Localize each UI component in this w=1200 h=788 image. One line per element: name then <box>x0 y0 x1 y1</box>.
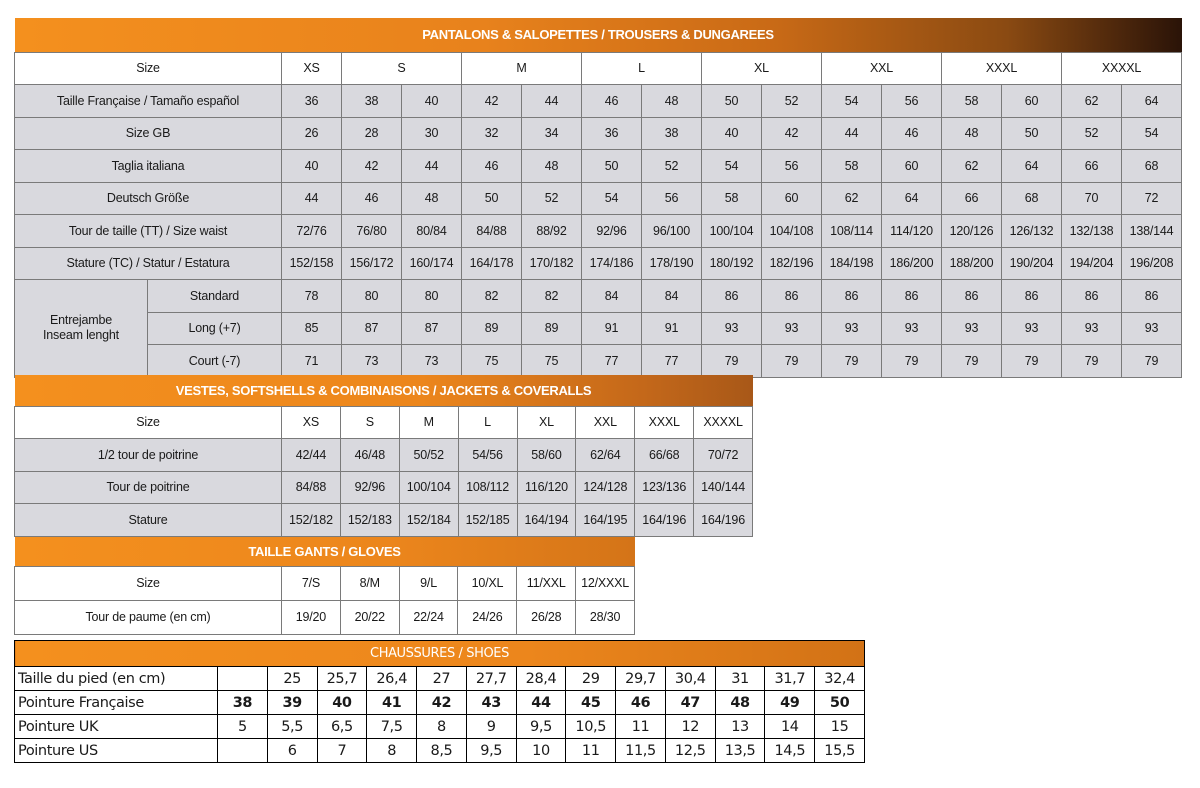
table-cell: 86 <box>1062 280 1122 313</box>
table-cell: 46/48 <box>340 439 399 472</box>
table-row <box>15 471 753 504</box>
table-cell: 10 <box>516 739 566 763</box>
table-cell: 84 <box>642 280 702 313</box>
table-cell: 12 <box>665 715 715 739</box>
table-cell: 42/44 <box>282 439 341 472</box>
row-label: Stature <box>15 504 282 537</box>
table-cell: 64 <box>882 182 942 215</box>
size-cell: XXXL <box>635 406 694 439</box>
size-cell: XXXXL <box>1062 52 1182 85</box>
size-cell: S <box>340 406 399 439</box>
table-cell: 6 <box>267 739 317 763</box>
table-row <box>15 345 1182 378</box>
table-cell: 32 <box>462 117 522 150</box>
row-label: Tour de paume (en cm) <box>15 600 282 634</box>
table-cell: 38 <box>218 691 268 715</box>
table-cell: 80 <box>402 280 462 313</box>
table-cell: 188/200 <box>942 247 1002 280</box>
table-cell: 79 <box>882 345 942 378</box>
table-cell: 92/96 <box>582 215 642 248</box>
size-cell: 11/XXL <box>517 566 576 600</box>
table-cell: 47 <box>665 691 715 715</box>
table-cell: 43 <box>466 691 516 715</box>
table-cell: 164/194 <box>517 504 576 537</box>
shoes-header-row <box>15 641 865 667</box>
table-cell: 62/64 <box>576 439 635 472</box>
table-cell: 12,5 <box>665 739 715 763</box>
row-label: Size <box>15 406 282 439</box>
table-cell: 9,5 <box>466 739 516 763</box>
table-cell: 31,7 <box>765 667 815 691</box>
table-cell: 93 <box>942 312 1002 345</box>
table-cell: 54 <box>582 182 642 215</box>
table-cell: 100/104 <box>399 471 458 504</box>
table-cell: 100/104 <box>702 215 762 248</box>
table-cell: 20/22 <box>340 600 399 634</box>
row-label: Size GB <box>15 117 282 150</box>
table-cell: 73 <box>342 345 402 378</box>
table-cell: 190/204 <box>1002 247 1062 280</box>
row-label: Taglia italiana <box>15 150 282 183</box>
size-cell: XS <box>282 52 342 85</box>
table-cell: 82 <box>462 280 522 313</box>
table-cell: 28/30 <box>576 600 635 634</box>
table-cell: 93 <box>762 312 822 345</box>
table-cell: 71 <box>282 345 342 378</box>
table-cell: 5 <box>218 715 268 739</box>
table-cell: 152/158 <box>282 247 342 280</box>
table-cell: 50 <box>582 150 642 183</box>
table-cell: 108/112 <box>458 471 517 504</box>
table-cell: 79 <box>1062 345 1122 378</box>
table-cell: 58 <box>822 150 882 183</box>
table-cell: 54 <box>1122 117 1182 150</box>
table-cell: 8 <box>417 715 467 739</box>
jackets-table <box>14 375 753 537</box>
table-cell: 124/128 <box>576 471 635 504</box>
table-cell: 108/114 <box>822 215 882 248</box>
size-cell: XXXL <box>942 52 1062 85</box>
table-cell: 87 <box>342 312 402 345</box>
table-cell: 66 <box>1062 150 1122 183</box>
table-cell: 86 <box>1122 280 1182 313</box>
table-cell: 36 <box>282 85 342 118</box>
table-cell: 164/195 <box>576 504 635 537</box>
table-cell: 25 <box>267 667 317 691</box>
table-cell: 14 <box>765 715 815 739</box>
size-cell: XXL <box>576 406 635 439</box>
table-cell: 9 <box>466 715 516 739</box>
table-cell: 54 <box>822 85 882 118</box>
table-cell: 66 <box>942 182 1002 215</box>
table-cell: 15,5 <box>815 739 865 763</box>
table-cell: 120/126 <box>942 215 1002 248</box>
table-cell: 79 <box>822 345 882 378</box>
table-cell: 50/52 <box>399 439 458 472</box>
table-cell: 75 <box>522 345 582 378</box>
table-row <box>15 312 1182 345</box>
table-cell: 93 <box>882 312 942 345</box>
table-row <box>15 280 1182 313</box>
table-cell: 50 <box>462 182 522 215</box>
table-cell: 93 <box>1002 312 1062 345</box>
table-cell: 152/182 <box>282 504 341 537</box>
table-cell: 75 <box>462 345 522 378</box>
table-row <box>15 504 753 537</box>
table-cell: 13 <box>715 715 765 739</box>
table-cell: 28 <box>342 117 402 150</box>
table-cell: 138/144 <box>1122 215 1182 248</box>
table-cell: 86 <box>762 280 822 313</box>
table-cell: 32,4 <box>815 667 865 691</box>
table-cell: 152/185 <box>458 504 517 537</box>
table-row <box>15 691 865 715</box>
trousers-size-row <box>15 52 1182 85</box>
table-cell: 164/196 <box>635 504 694 537</box>
table-cell: 49 <box>765 691 815 715</box>
row-label: Taille Française / Tamaño español <box>15 85 282 118</box>
table-cell: 152/184 <box>399 504 458 537</box>
table-cell: 8 <box>367 739 417 763</box>
table-cell: 8,5 <box>417 739 467 763</box>
row-label: Taille du pied (en cm) <box>15 667 218 691</box>
trousers-title: PANTALONS & SALOPETTES / TROUSERS & DUNGAREES <box>15 18 1182 52</box>
table-cell: 180/192 <box>702 247 762 280</box>
table-cell: 15 <box>815 715 865 739</box>
table-cell: 11 <box>566 739 616 763</box>
table-row <box>15 715 865 739</box>
table-row <box>15 85 1182 118</box>
table-cell: 76/80 <box>342 215 402 248</box>
table-cell: 52 <box>522 182 582 215</box>
table-cell: 11 <box>616 715 666 739</box>
table-cell: 44 <box>402 150 462 183</box>
table-cell: 126/132 <box>1002 215 1062 248</box>
table-cell: 70/72 <box>694 439 753 472</box>
table-cell: 56 <box>762 150 822 183</box>
table-cell: 186/200 <box>882 247 942 280</box>
table-cell: 50 <box>1002 117 1062 150</box>
row-label: 1/2 tour de poitrine <box>15 439 282 472</box>
table-cell: 52 <box>762 85 822 118</box>
table-cell: 79 <box>1122 345 1182 378</box>
table-row <box>15 667 865 691</box>
table-cell: 60 <box>762 182 822 215</box>
table-cell: 116/120 <box>517 471 576 504</box>
row-label: Deutsch Größe <box>15 182 282 215</box>
table-cell: 9,5 <box>516 715 566 739</box>
size-cell: XXXXL <box>694 406 753 439</box>
table-cell: 52 <box>1062 117 1122 150</box>
table-cell: 78 <box>282 280 342 313</box>
table-cell: 88/92 <box>522 215 582 248</box>
row-label: Size <box>15 566 282 600</box>
table-cell: 140/144 <box>694 471 753 504</box>
table-row <box>15 247 1182 280</box>
table-cell: 42 <box>417 691 467 715</box>
table-row <box>15 117 1182 150</box>
table-cell: 26,4 <box>367 667 417 691</box>
table-cell: 62 <box>1062 85 1122 118</box>
jackets-header-row <box>15 375 753 406</box>
table-cell: 46 <box>342 182 402 215</box>
size-cell: M <box>462 52 582 85</box>
table-cell: 86 <box>822 280 882 313</box>
table-cell: 86 <box>702 280 762 313</box>
size-cell: XL <box>702 52 822 85</box>
table-cell: 70 <box>1062 182 1122 215</box>
table-cell: 196/208 <box>1122 247 1182 280</box>
table-cell: 50 <box>702 85 762 118</box>
table-cell: 52 <box>642 150 702 183</box>
table-cell: 48 <box>402 182 462 215</box>
table-row <box>15 600 635 634</box>
row-label: Long (+7) <box>148 312 282 345</box>
table-cell: 86 <box>942 280 1002 313</box>
table-cell: 31 <box>715 667 765 691</box>
table-cell: 89 <box>522 312 582 345</box>
table-cell: 40 <box>282 150 342 183</box>
table-cell: 60 <box>882 150 942 183</box>
table-cell: 91 <box>582 312 642 345</box>
table-cell: 87 <box>402 312 462 345</box>
table-cell: 45 <box>566 691 616 715</box>
table-cell: 6,5 <box>317 715 367 739</box>
table-cell: 27 <box>417 667 467 691</box>
table-cell: 114/120 <box>882 215 942 248</box>
table-cell: 46 <box>616 691 666 715</box>
gloves-table <box>14 537 635 635</box>
table-cell: 44 <box>516 691 566 715</box>
table-cell: 86 <box>882 280 942 313</box>
table-cell: 92/96 <box>340 471 399 504</box>
table-cell: 42 <box>462 85 522 118</box>
table-cell: 29 <box>566 667 616 691</box>
table-cell: 66/68 <box>635 439 694 472</box>
table-cell: 30,4 <box>665 667 715 691</box>
table-row <box>15 150 1182 183</box>
table-cell: 10,5 <box>566 715 616 739</box>
shoes-table <box>14 640 865 763</box>
table-cell: 64 <box>1002 150 1062 183</box>
table-cell: 60 <box>1002 85 1062 118</box>
table-cell: 26 <box>282 117 342 150</box>
table-cell: 164/196 <box>694 504 753 537</box>
table-cell: 77 <box>582 345 642 378</box>
table-cell: 56 <box>882 85 942 118</box>
row-label: Court (-7) <box>148 345 282 378</box>
table-cell: 5,5 <box>267 715 317 739</box>
size-cell: S <box>342 52 462 85</box>
table-cell: 46 <box>582 85 642 118</box>
size-cell: L <box>582 52 702 85</box>
table-cell: 64 <box>1122 85 1182 118</box>
table-cell: 25,7 <box>317 667 367 691</box>
row-label: Pointure US <box>15 739 218 763</box>
size-cell: M <box>399 406 458 439</box>
table-cell: 58 <box>702 182 762 215</box>
gloves-header-row <box>15 537 635 566</box>
size-cell: 8/M <box>340 566 399 600</box>
table-cell: 7,5 <box>367 715 417 739</box>
table-cell: 84/88 <box>282 471 341 504</box>
table-cell: 123/136 <box>635 471 694 504</box>
table-cell: 62 <box>942 150 1002 183</box>
table-cell: 170/182 <box>522 247 582 280</box>
table-cell: 164/178 <box>462 247 522 280</box>
table-cell: 68 <box>1002 182 1062 215</box>
table-cell: 40 <box>402 85 462 118</box>
table-cell: 28,4 <box>516 667 566 691</box>
table-cell: 91 <box>642 312 702 345</box>
table-cell: 34 <box>522 117 582 150</box>
jackets-title: VESTES, SOFTSHELLS & COMBINAISONS / JACKETS & COVERALLS <box>15 375 753 406</box>
trousers-table <box>14 18 1182 378</box>
row-label: Tour de poitrine <box>15 471 282 504</box>
table-cell: 84 <box>582 280 642 313</box>
table-cell: 40 <box>702 117 762 150</box>
table-cell: 48 <box>715 691 765 715</box>
table-cell: 50 <box>815 691 865 715</box>
table-cell: 42 <box>762 117 822 150</box>
table-cell: 46 <box>882 117 942 150</box>
table-cell: 152/183 <box>340 504 399 537</box>
table-cell: 13,5 <box>715 739 765 763</box>
table-cell: 7 <box>317 739 367 763</box>
table-cell: 156/172 <box>342 247 402 280</box>
table-cell <box>218 739 268 763</box>
row-label: Pointure UK <box>15 715 218 739</box>
table-cell: 39 <box>267 691 317 715</box>
size-cell: L <box>458 406 517 439</box>
table-cell: 44 <box>522 85 582 118</box>
table-cell: 84/88 <box>462 215 522 248</box>
table-cell: 19/20 <box>282 600 341 634</box>
table-cell: 178/190 <box>642 247 702 280</box>
table-cell: 58/60 <box>517 439 576 472</box>
table-cell <box>218 667 268 691</box>
table-row <box>15 739 865 763</box>
table-cell: 79 <box>762 345 822 378</box>
table-cell: 54/56 <box>458 439 517 472</box>
table-cell: 40 <box>317 691 367 715</box>
table-cell: 160/174 <box>402 247 462 280</box>
table-cell: 132/138 <box>1062 215 1122 248</box>
table-cell: 184/198 <box>822 247 882 280</box>
table-cell: 93 <box>702 312 762 345</box>
table-row <box>15 439 753 472</box>
table-row <box>15 406 753 439</box>
table-cell: 27,7 <box>466 667 516 691</box>
gloves-title: TAILLE GANTS / GLOVES <box>15 537 635 566</box>
row-label: Stature (TC) / Statur / Estatura <box>15 247 282 280</box>
row-label: Pointure Française <box>15 691 218 715</box>
table-cell: 14,5 <box>765 739 815 763</box>
table-cell: 89 <box>462 312 522 345</box>
table-cell: 79 <box>942 345 1002 378</box>
table-cell: 62 <box>822 182 882 215</box>
table-cell: 174/186 <box>582 247 642 280</box>
table-cell: 22/24 <box>399 600 458 634</box>
table-cell: 96/100 <box>642 215 702 248</box>
table-cell: 11,5 <box>616 739 666 763</box>
table-cell: 93 <box>1122 312 1182 345</box>
table-cell: 79 <box>1002 345 1062 378</box>
table-cell: 58 <box>942 85 1002 118</box>
size-cell: 10/XL <box>458 566 517 600</box>
table-cell: 29,7 <box>616 667 666 691</box>
row-label: Size <box>15 52 282 85</box>
table-cell: 30 <box>402 117 462 150</box>
table-cell: 48 <box>522 150 582 183</box>
table-cell: 38 <box>642 117 702 150</box>
inseam-label: Entrejambe Inseam lenght <box>15 280 148 378</box>
table-cell: 48 <box>642 85 702 118</box>
table-row <box>15 182 1182 215</box>
table-cell: 46 <box>462 150 522 183</box>
table-cell: 72 <box>1122 182 1182 215</box>
table-row <box>15 215 1182 248</box>
table-cell: 194/204 <box>1062 247 1122 280</box>
size-cell: XS <box>282 406 341 439</box>
table-cell: 38 <box>342 85 402 118</box>
table-cell: 80 <box>342 280 402 313</box>
trousers-header-row <box>15 18 1182 52</box>
table-cell: 26/28 <box>517 600 576 634</box>
row-label: Tour de taille (TT) / Size waist <box>15 215 282 248</box>
size-cell: XXL <box>822 52 942 85</box>
table-cell: 80/84 <box>402 215 462 248</box>
table-cell: 42 <box>342 150 402 183</box>
table-cell: 54 <box>702 150 762 183</box>
row-label: Standard <box>148 280 282 313</box>
table-cell: 41 <box>367 691 417 715</box>
table-row <box>15 566 635 600</box>
table-cell: 182/196 <box>762 247 822 280</box>
size-cell: XL <box>517 406 576 439</box>
size-cell: 7/S <box>282 566 341 600</box>
shoes-title: CHAUSSURES / SHOES <box>15 641 865 667</box>
table-cell: 104/108 <box>762 215 822 248</box>
size-cell: 12/XXXL <box>576 566 635 600</box>
table-cell: 48 <box>942 117 1002 150</box>
table-cell: 77 <box>642 345 702 378</box>
table-cell: 93 <box>822 312 882 345</box>
table-cell: 24/26 <box>458 600 517 634</box>
table-cell: 79 <box>702 345 762 378</box>
table-cell: 85 <box>282 312 342 345</box>
size-cell: 9/L <box>399 566 458 600</box>
table-cell: 82 <box>522 280 582 313</box>
table-cell: 93 <box>1062 312 1122 345</box>
table-cell: 36 <box>582 117 642 150</box>
table-cell: 72/76 <box>282 215 342 248</box>
table-cell: 68 <box>1122 150 1182 183</box>
table-cell: 86 <box>1002 280 1062 313</box>
table-cell: 56 <box>642 182 702 215</box>
table-cell: 44 <box>822 117 882 150</box>
table-cell: 44 <box>282 182 342 215</box>
table-cell: 73 <box>402 345 462 378</box>
